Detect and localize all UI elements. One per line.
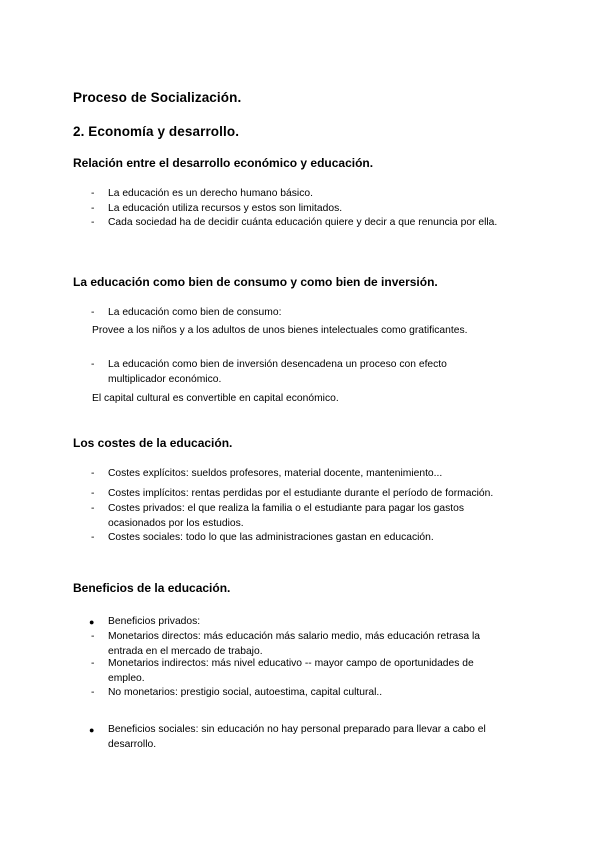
list-item: Beneficios privados: xyxy=(108,616,201,627)
bullet-marker: ● xyxy=(89,617,95,627)
dash-marker: - xyxy=(91,188,95,199)
paragraph: El capital cultural es convertible en capital económico. xyxy=(92,393,339,404)
list-item: La educación utiliza recursos y estos son limitados. xyxy=(108,203,343,214)
subsection-heading-bien-consumo: La educación como bien de consumo y como bien de inversión. xyxy=(73,275,438,289)
subsection-heading-costes: Los costes de la educación. xyxy=(73,436,233,450)
list-item: Costes sociales: todo lo que las administraciones gastan en educación. xyxy=(108,532,434,543)
dash-marker: - xyxy=(91,359,95,370)
list-item: La educación como bien de inversión desencadena un proceso con efecto multiplicador económico. xyxy=(108,359,447,385)
document-title: Proceso de Socialización. xyxy=(73,90,242,105)
dash-marker: - xyxy=(91,631,95,642)
dash-marker: - xyxy=(91,468,95,479)
paragraph: Provee a los niños y a los adultos de unos bienes intelectuales como gratificantes. xyxy=(92,325,468,336)
dash-marker: - xyxy=(91,532,95,543)
list-item: Monetarios directos: más educación más salario medio, más educación retrasa la entrada en el mercado de trabajo. xyxy=(108,631,481,657)
dash-marker: - xyxy=(91,658,95,669)
dash-marker: - xyxy=(91,203,95,214)
dash-marker: - xyxy=(91,307,95,318)
list-item: La educación como bien de consumo: xyxy=(108,307,282,318)
bullet-marker: ● xyxy=(89,725,95,735)
list-item: Costes privados: el que realiza la familia o el estudiante para pagar los gastos ocasionados por los estudios. xyxy=(108,503,465,529)
list-item: Beneficios sociales: sin educación no hay personal preparado para llevar a cabo el desarrollo. xyxy=(108,724,486,750)
dash-marker: - xyxy=(91,687,95,698)
list-item: No monetarios: prestigio social, autoestima, capital cultural.. xyxy=(108,687,383,698)
dash-marker: - xyxy=(91,217,95,228)
subsection-heading-relacion: Relación entre el desarrollo económico y educación. xyxy=(73,156,374,170)
section-heading: 2. Economía y desarrollo. xyxy=(73,124,240,139)
list-item: Cada sociedad ha de decidir cuánta educación quiere y decir a que renuncia por ella. xyxy=(108,217,498,228)
list-item: Costes implícitos: rentas perdidas por el estudiante durante el período de formación. xyxy=(108,488,494,499)
subsection-heading-beneficios: Beneficios de la educación. xyxy=(73,581,231,595)
list-item: La educación es un derecho humano básico. xyxy=(108,188,313,199)
list-item: Costes explícitos: sueldos profesores, material docente, mantenimiento... xyxy=(108,468,443,479)
dash-marker: - xyxy=(91,488,95,499)
dash-marker: - xyxy=(91,503,95,514)
list-item: Monetarios indirectos: más nivel educativo -- mayor campo de oportunidades de empleo. xyxy=(108,658,474,684)
